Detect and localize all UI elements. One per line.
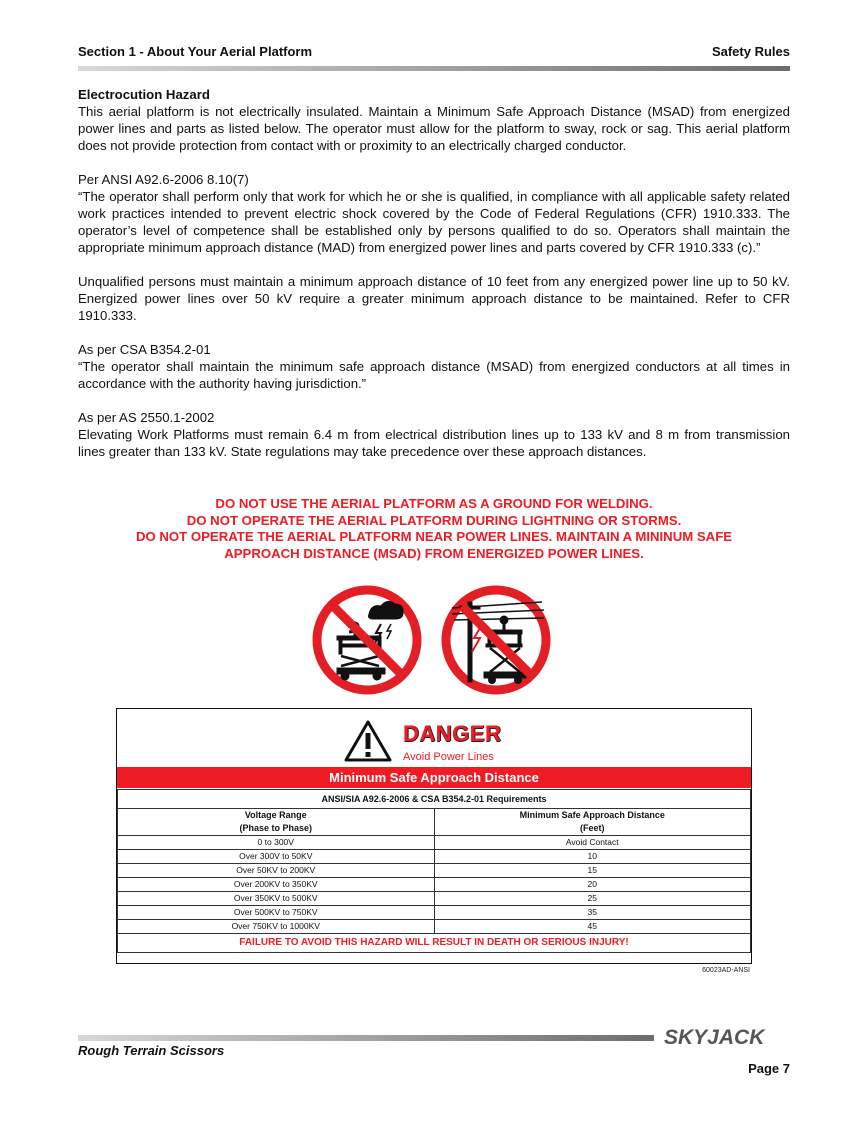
distance-cell: 10 [434,850,751,864]
msad-title-bar: Minimum Safe Approach Distance [117,767,751,788]
warning-line: DO NOT USE THE AERIAL PLATFORM AS A GROUND FOR WELDING. [215,496,653,511]
distance-cell: 25 [434,892,751,906]
topic-title: Safety Rules [711,44,790,59]
voltage-cell: 0 to 300V [118,836,435,850]
voltage-cell: Over 50KV to 200KV [118,864,435,878]
ansi-reference: Per ANSI A92.6-2006 8.10(7) [78,172,249,187]
section-title: Section 1 - About Your Aerial Platform [78,44,313,59]
distance-cell: 15 [434,864,751,878]
no-storm-icon [311,584,423,696]
voltage-cell: Over 300V to 50KV [118,850,435,864]
ansi-section [78,171,790,256]
table-header-row [118,809,751,836]
warning-block [78,496,790,562]
distance-cell: 35 [434,906,751,920]
voltage-cell: Over 750KV to 1000KV [118,920,435,934]
as-reference: As per AS 2550.1-2002 [78,410,215,425]
voltage-cell: Over 500KV to 750KV [118,906,435,920]
footer-title: Rough Terrain Scissors [78,1043,225,1058]
page-header [78,44,790,64]
danger-signal-word: DANGER [403,721,502,746]
no-power-lines-icon [440,584,552,696]
msad-table [117,789,751,953]
csa-section [78,341,790,392]
table-row [118,906,751,920]
unqualified-paragraph: Unqualified persons must maintain a minimum approach distance of 10 feet from any energized power line up to 50 kV. Energized power lines over 50 kV require a greater minimum approach distance to be maintained. Refer to CFR 1910.333. [78,274,790,323]
csa-reference: As per CSA B354.2-01 [78,342,211,357]
voltage-cell: Over 200KV to 350KV [118,878,435,892]
danger-panel [116,708,752,964]
footer-rule [78,1035,654,1041]
skyjack-logo: SKYJACK [664,1026,765,1049]
voltage-header-line2: (Phase to Phase) [239,823,313,833]
danger-subtitle: Avoid Power Lines [403,751,494,763]
warning-line: DO NOT OPERATE THE AERIAL PLATFORM NEAR POWER LINES. MAINTAIN A MININUM SAFE [135,529,733,544]
requirements-row [118,790,751,809]
voltage-cell: Over 350KV to 500KV [118,892,435,906]
ansi-quote: “The operator shall perform only that work for which he or she is qualified, in compliance with all applicable safety related work practices intended to prevent electric shock covered by the Code of Federal Regulations (CFR) 1910.333. The operator’s level of competence shall be established only by persons qualified to do so. Operators shall maintain the appropriate minimum approach distance (MAD) from energized power lines and parts covered by CFR 1910.333 (c).” [78,189,790,255]
electrocution-section [78,86,790,154]
voltage-column-header [118,809,435,836]
distance-header-line2: (Feet) [580,823,605,833]
part-number: 60023AD-ANSI [702,967,750,974]
table-row [118,920,751,934]
section-heading: Electrocution Hazard [78,87,210,102]
danger-header [117,715,751,771]
table-row [118,850,751,864]
failure-warning: FAILURE TO AVOID THIS HAZARD WILL RESULT IN DEATH OR SERIOUS INJURY! [118,934,751,953]
distance-column-header [434,809,751,836]
distance-cell: Avoid Contact [434,836,751,850]
intro-paragraph: This aerial platform is not electrically insulated. Maintain a Minimum Safe Approach Distance (MSAD) from energized power lines and parts as listed below. The operator must allow for the platform to sway, rock or sag. This aerial platform does not provide protection from contact with or proximity to an electrically charged conductor. [78,104,790,153]
danger-triangle-icon [344,719,392,763]
distance-cell: 20 [434,878,751,892]
as-text: Elevating Work Platforms must remain 6.4 m from electrical distribution lines up to 133 kV and 8 m from transmission lines greater than 133 kV. State regulations may take precedence over these approach distances. [78,427,790,459]
distance-header-line1: Minimum Safe Approach Distance [519,810,665,820]
table-row [118,864,751,878]
warning-line: DO NOT OPERATE THE AERIAL PLATFORM DURING LIGHTNING OR STORMS. [186,512,682,528]
failure-row [118,934,751,953]
csa-quote: “The operator shall maintain the minimum safe approach distance (MSAD) from energized conductors at all times in accordance with the authority having jurisdiction.” [78,359,790,391]
requirements-cell: ANSI/SIA A92.6-2006 & CSA B354.2-01 Requirements [118,790,751,809]
table-row [118,836,751,850]
warning-line: APPROACH DISTANCE (MSAD) FROM ENERGIZED POWER LINES. [224,545,644,561]
as-section [78,409,790,460]
table-row [118,892,751,906]
body-text [78,86,790,460]
distance-cell: 45 [434,920,751,934]
voltage-header-line1: Voltage Range [244,810,307,820]
header-rule [78,66,790,71]
page-number: Page 7 [748,1061,790,1076]
table-row [118,878,751,892]
